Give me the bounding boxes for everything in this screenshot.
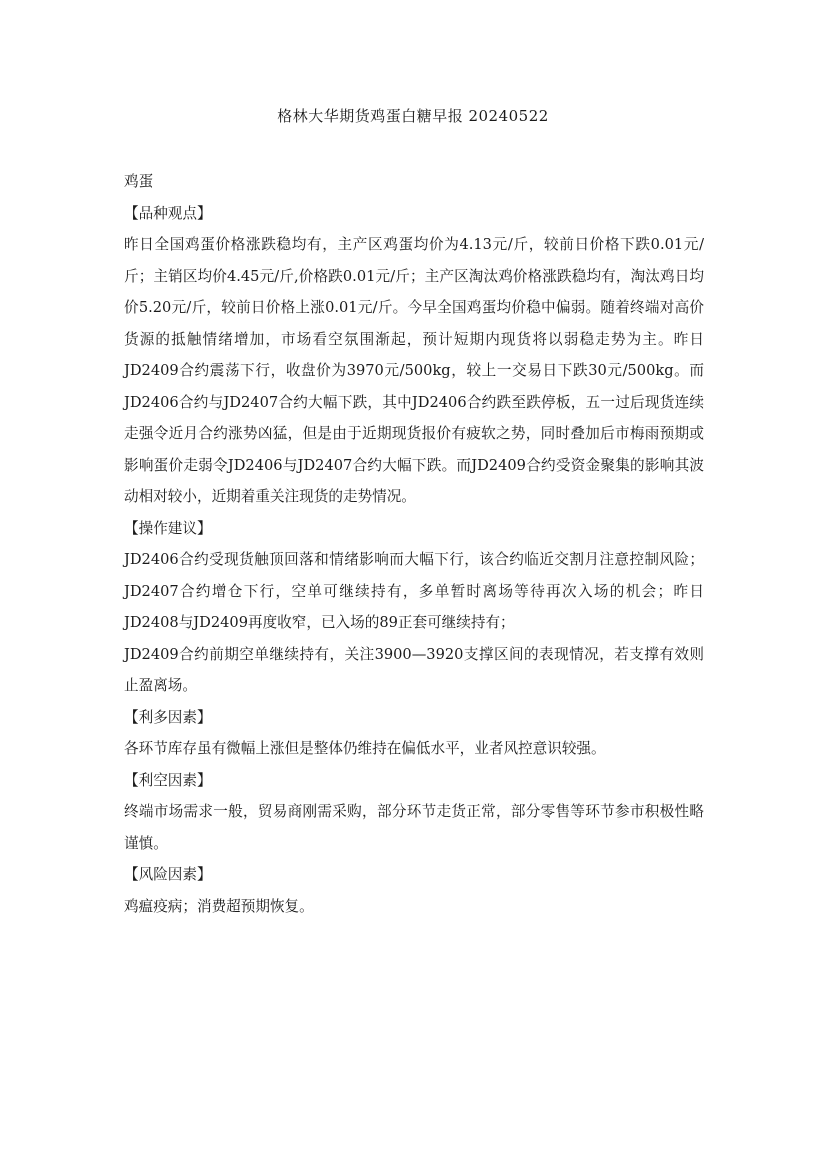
section-heading-view: 【品种观点】 [124,204,212,222]
section-heading-bearish: 【利空因素】 [124,771,212,789]
section-paragraph-risk: 鸡瘟疫病；消费超预期恢复。 [124,897,314,915]
section-heading-advice: 【操作建议】 [124,519,212,537]
section-paragraph-advice-1: JD2406合约受现货触顶回落和情绪影响而大幅下行，该合约临近交割月注意控制风险；JD2407合约增仓下行，空单可继续持有，多单暂时离场等待再次入场的机会；昨日JD2408与JD2409再度收窄，已入场的89正套可继续持有； [124,551,704,631]
section-heading-bullish: 【利多因素】 [124,708,212,726]
section-paragraph-bullish: 各环节库存虽有微幅上涨但是整体仍维持在偏低水平，业者风控意识较强。 [124,740,606,757]
report-title: 格林大华期货鸡蛋白糖早报 20240522 [277,107,549,125]
section-paragraph-bearish: 终端市场需求一般，贸易商刚需采购，部分环节走货正常，部分零售等环节参市积极性略谨慎。 [124,803,704,852]
section-paragraph-view: 昨日全国鸡蛋价格涨跌稳均有，主产区鸡蛋均价为4.13元/斤，较前日价格下跌0.01元/斤；主销区均价4.45元/斤,价格跌0.01元/斤；主产区淘汰鸡价格涨跌稳均有，淘汰鸡日均价5.20元/斤，较前日价格上涨0.01元/斤。今早全国鸡蛋均价稳中偏弱。随着终端对高价货源的抵触情绪增加，市场看空氛围渐起，预计短期内现货将以弱稳走势为主。昨日JD2409合约震荡下行，收盘价为3970元/500kg，较上一交易日下跌30元/500kg。而JD2406合约与JD2407合约大幅下跌，其中JD2406合约跌至跌停板，五一过后现货连续走强令近月合约涨势凶猛，但是由于近期现货报价有疲软之势，同时叠加后市梅雨预期或影响蛋价走弱令JD2406与JD2407合约大幅下跌。而JD2409合约受资金聚集的影响其波动相对较小，近期着重关注现货的走势情况。 [124,236,704,505]
product-name: 鸡蛋 [124,173,154,190]
section-paragraph-advice-2: JD2409合约前期空单继续持有，关注3900—3920支撑区间的表现情况，若支撑有效则止盈离场。 [124,645,704,694]
section-heading-risk: 【风险因素】 [124,866,212,883]
report-body [124,166,704,922]
